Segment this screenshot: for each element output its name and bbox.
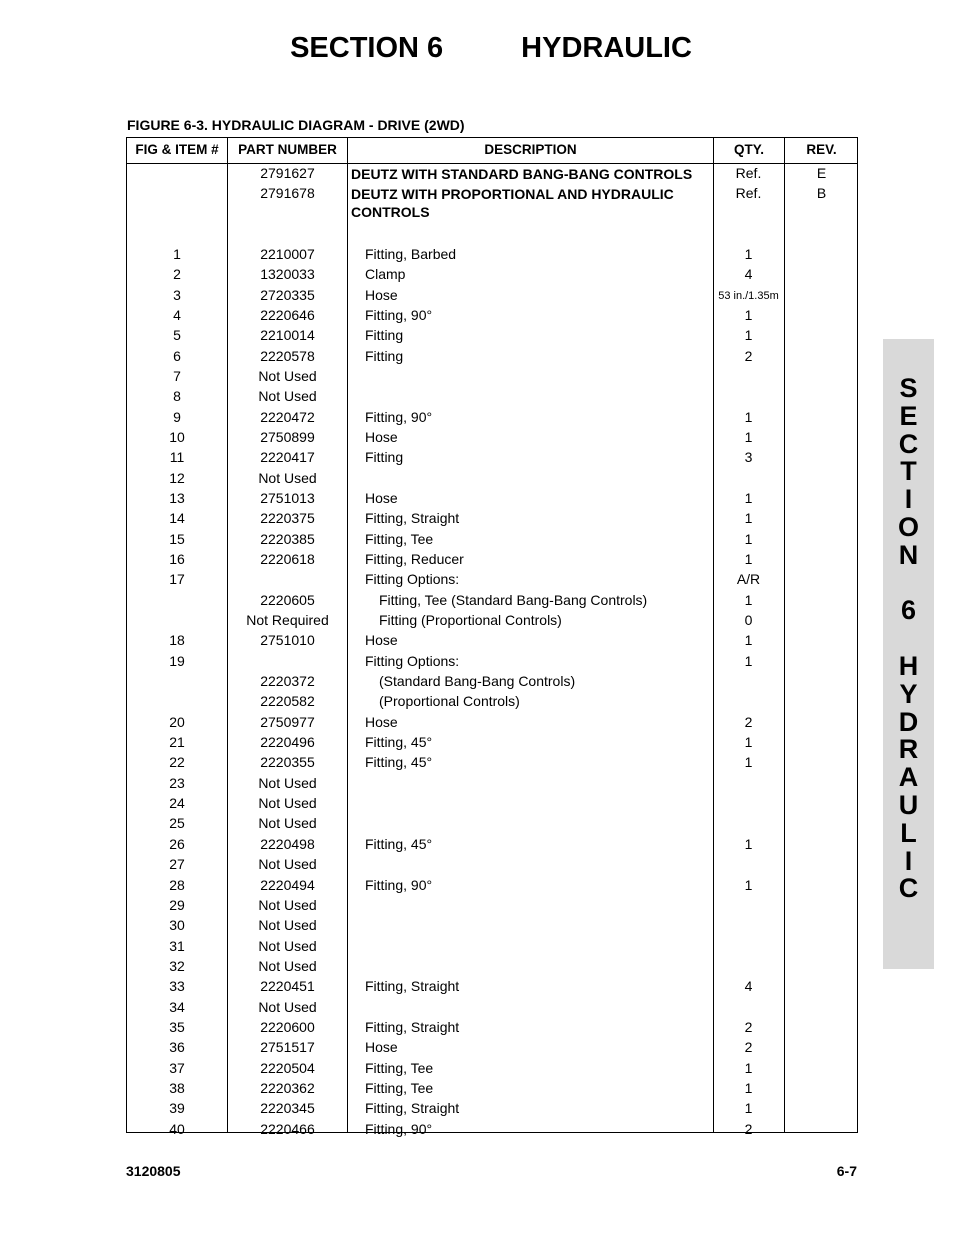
cell-description: Hose <box>365 428 398 445</box>
cell-fig-item: 30 <box>169 917 185 934</box>
cell-qty: A/R <box>736 571 761 588</box>
cell-fig-item: 7 <box>173 367 181 384</box>
cell-fig-item: 2 <box>173 266 181 283</box>
cell-part-number: 2220504 <box>260 1059 315 1076</box>
cell-description: Fitting (Proportional Controls) <box>379 612 562 629</box>
cell-part-number: 2220498 <box>260 835 315 852</box>
cell-description: Fitting <box>365 347 404 364</box>
cell-description: (Proportional Controls) <box>379 693 520 710</box>
cell-qty: 2 <box>744 713 753 730</box>
cell-part-number: 2220646 <box>260 306 315 323</box>
header-description: DESCRIPTION <box>484 142 577 157</box>
cell-description: DEUTZ WITH PROPORTIONAL AND HYDRAULIC CONTROLS <box>351 186 674 221</box>
cell-part-number: 2220472 <box>260 408 315 425</box>
cell-fig-item: 36 <box>169 1039 185 1056</box>
table-row <box>127 408 857 428</box>
cell-fig-item: 10 <box>169 428 185 445</box>
table-row <box>127 835 857 855</box>
cell-fig-item: 8 <box>173 388 181 405</box>
table-row <box>127 509 857 529</box>
side-tab-letter: N <box>898 539 919 570</box>
cell-fig-item: 14 <box>169 510 185 527</box>
side-tab-letter: S <box>899 373 918 403</box>
side-tab-letter: O <box>897 511 919 542</box>
cell-description: Fitting, Straight <box>365 510 460 527</box>
cell-part-number: 2750977 <box>260 713 315 730</box>
header-qty: QTY. <box>733 142 764 157</box>
table-row <box>127 794 857 814</box>
cell-part-number: 2220345 <box>260 1100 315 1117</box>
cell-part-number: Not Used <box>258 998 317 1015</box>
cell-description: Fitting, 90° <box>365 306 433 323</box>
page-number: 6-7 <box>836 1163 857 1179</box>
table-row <box>127 469 857 489</box>
cell-qty: 1 <box>744 876 753 893</box>
cell-part-number: Not Required <box>246 612 329 629</box>
side-tab-letters <box>883 375 934 903</box>
cell-fig-item: 13 <box>169 489 185 506</box>
cell-qty: Ref. <box>735 165 762 181</box>
cell-part-number: 2220600 <box>260 1018 315 1035</box>
cell-part-number: 2751517 <box>260 1039 315 1056</box>
cell-description: Hose <box>365 286 398 303</box>
cell-part-number: 1320033 <box>260 266 315 283</box>
cell-part-number: 2751013 <box>260 489 315 506</box>
table-row <box>127 184 857 225</box>
table-row <box>127 1018 857 1038</box>
table-row <box>127 591 857 611</box>
cell-qty: 1 <box>744 754 753 771</box>
table-row <box>127 814 857 834</box>
cell-description: Fitting, 45° <box>365 754 433 771</box>
cell-qty: 1 <box>744 1100 753 1117</box>
cell-fig-item: 17 <box>169 571 185 588</box>
table-row <box>127 570 857 590</box>
table-row <box>127 611 857 631</box>
cell-description: Hose <box>365 1039 398 1056</box>
cell-qty: 1 <box>744 306 753 323</box>
table-body <box>127 164 857 1140</box>
cell-description: Hose <box>365 489 398 506</box>
cell-description: Fitting <box>365 449 404 466</box>
cell-description: Fitting, 90° <box>365 1120 433 1137</box>
cell-qty: 1 <box>744 835 753 852</box>
side-tab-letter: 6 <box>900 595 917 626</box>
table-row <box>127 1059 857 1079</box>
side-tab-letter: C <box>898 428 919 459</box>
cell-fig-item: 24 <box>169 795 185 812</box>
cell-qty: 1 <box>744 591 753 608</box>
cell-description: (Standard Bang-Bang Controls) <box>379 673 576 690</box>
table-row <box>127 672 857 692</box>
table-row <box>127 876 857 896</box>
side-tab-letter: R <box>898 734 919 765</box>
cell-description: Fitting, Tee <box>365 1059 434 1076</box>
cell-qty: 2 <box>744 1120 753 1137</box>
cell-part-number: 2220355 <box>260 754 315 771</box>
cell-description: Fitting, Straight <box>365 978 460 995</box>
table-row <box>127 896 857 916</box>
cell-fig-item: 11 <box>169 449 185 466</box>
table-row <box>127 713 857 733</box>
cell-fig-item: 37 <box>169 1059 185 1076</box>
cell-part-number: 2220417 <box>260 449 315 466</box>
cell-description: Fitting, Straight <box>365 1018 460 1035</box>
cell-description: Fitting <box>365 327 404 344</box>
cell-description: Fitting, Barbed <box>365 245 457 262</box>
cell-description: Fitting, Straight <box>365 1100 460 1117</box>
table-row <box>127 245 857 265</box>
table-row <box>127 448 857 468</box>
cell-part-number: 2220362 <box>260 1079 315 1096</box>
side-tab-letter: H <box>898 650 919 681</box>
side-tab-letter: I <box>904 845 913 876</box>
cell-fig-item: 4 <box>173 306 181 323</box>
cell-fig-item: 25 <box>169 815 185 832</box>
cell-fig-item: 12 <box>169 469 185 486</box>
cell-fig-item: 21 <box>169 734 185 751</box>
cell-description: Fitting, 45° <box>365 835 433 852</box>
table-row <box>127 286 857 306</box>
cell-description: Fitting, 90° <box>365 876 433 893</box>
cell-fig-item: 31 <box>169 937 185 954</box>
cell-part-number: Not Used <box>258 774 317 791</box>
cell-fig-item: 20 <box>169 713 185 730</box>
cell-part-number: Not Used <box>258 367 317 384</box>
cell-qty: 2 <box>744 1039 753 1056</box>
cell-fig-item: 26 <box>169 835 185 852</box>
cell-description: Fitting, 45° <box>365 734 433 751</box>
cell-part-number: 2220385 <box>260 530 315 547</box>
table-row <box>127 998 857 1018</box>
cell-qty: 1 <box>744 510 753 527</box>
cell-description: Fitting, 90° <box>365 408 433 425</box>
cell-description: Fitting, Tee <box>365 1079 434 1096</box>
cell-qty: 1 <box>744 408 753 425</box>
cell-description: Hose <box>365 713 398 730</box>
cell-part-number: 2220582 <box>260 693 315 710</box>
table-row <box>127 306 857 326</box>
table-row <box>127 774 857 794</box>
cell-description: Fitting, Tee (Standard Bang-Bang Controls) <box>379 591 648 608</box>
side-tab-letter: A <box>898 762 919 793</box>
cell-fig-item: 33 <box>169 978 185 995</box>
side-tab-letter: I <box>904 484 913 515</box>
cell-fig-item: 18 <box>169 632 185 649</box>
cell-part-number: 2210014 <box>260 327 315 344</box>
cell-qty: 53 in./1.35m <box>718 289 779 302</box>
cell-qty: 1 <box>744 489 753 506</box>
parts-table <box>126 137 858 1137</box>
table-row <box>127 631 857 651</box>
cell-fig-item: 35 <box>169 1018 185 1035</box>
cell-qty: 1 <box>744 530 753 547</box>
section-title <box>0 32 954 65</box>
table-row <box>127 977 857 997</box>
cell-part-number: 2791678 <box>260 185 315 202</box>
side-tab-letter: C <box>898 873 919 904</box>
side-tab-letter <box>883 625 934 653</box>
cell-part-number: 2720335 <box>260 286 315 303</box>
cell-qty: 0 <box>744 612 753 629</box>
cell-part-number: 2750899 <box>260 428 315 445</box>
cell-part-number: 2220578 <box>260 347 315 364</box>
table-row <box>127 1079 857 1099</box>
header-part: PART NUMBER <box>238 142 337 157</box>
cell-part-number: 2220494 <box>260 876 315 893</box>
cell-fig-item: 32 <box>169 957 185 974</box>
cell-description: Fitting Options: <box>365 652 460 669</box>
table-row <box>127 1120 857 1140</box>
table-row <box>127 1099 857 1119</box>
cell-part-number: Not Used <box>258 896 317 913</box>
cell-fig-item: 6 <box>173 347 181 364</box>
table-row <box>127 1038 857 1058</box>
table-row <box>127 326 857 346</box>
cell-part-number: 2220375 <box>260 510 315 527</box>
cell-qty: 4 <box>744 266 753 283</box>
cell-qty: 4 <box>744 978 753 995</box>
cell-fig-item: 9 <box>173 408 181 425</box>
cell-qty: 1 <box>744 652 753 669</box>
cell-fig-item: 19 <box>169 652 185 669</box>
side-tab-letter: L <box>900 817 917 848</box>
cell-qty: 3 <box>744 449 753 466</box>
cell-part-number: Not Used <box>258 957 317 974</box>
table-row <box>127 916 857 936</box>
table-row <box>127 428 857 448</box>
cell-part-number: 2220618 <box>260 551 315 567</box>
table-row <box>127 489 857 509</box>
cell-fig-item: 15 <box>169 530 185 547</box>
table-row <box>127 265 857 285</box>
cell-fig-item: 40 <box>169 1120 185 1137</box>
cell-part-number: 2751010 <box>260 632 315 649</box>
cell-part-number: Not Used <box>258 815 317 832</box>
cell-fig-item: 3 <box>173 286 181 303</box>
table-row <box>127 652 857 672</box>
cell-fig-item: 28 <box>169 876 185 893</box>
section-side-tab <box>883 339 934 969</box>
cell-rev: E <box>816 165 827 181</box>
table-row <box>127 692 857 712</box>
cell-qty: 2 <box>744 1018 753 1035</box>
cell-part-number: 2210007 <box>260 245 315 262</box>
cell-qty: 2 <box>744 347 753 364</box>
table-row <box>127 957 857 977</box>
cell-part-number: 2220466 <box>260 1120 315 1137</box>
cell-part-number: 2220605 <box>260 591 315 608</box>
table-row <box>127 937 857 957</box>
cell-qty: 1 <box>744 632 753 649</box>
cell-part-number: 2220372 <box>260 673 315 690</box>
cell-qty: 1 <box>744 327 753 344</box>
cell-qty: 1 <box>744 1059 753 1076</box>
table-row <box>127 164 857 184</box>
cell-fig-item: 39 <box>169 1100 185 1117</box>
cell-part-number: Not Used <box>258 388 317 405</box>
cell-qty: 1 <box>744 551 753 567</box>
cell-fig-item: 29 <box>169 896 185 913</box>
cell-part-number: 2220451 <box>260 978 315 995</box>
cell-qty: 1 <box>744 245 753 262</box>
cell-fig-item: 5 <box>173 327 181 344</box>
cell-description: Hose <box>365 632 398 649</box>
side-tab-letter <box>883 570 934 598</box>
cell-fig-item: 1 <box>173 245 181 262</box>
cell-fig-item: 34 <box>169 998 185 1015</box>
cell-fig-item: 22 <box>169 754 185 771</box>
cell-fig-item: 23 <box>169 774 185 791</box>
cell-description: Fitting, Reducer <box>365 551 464 567</box>
cell-rev: B <box>816 185 827 202</box>
cell-part-number: Not Used <box>258 937 317 954</box>
table-row <box>127 530 857 550</box>
cell-qty: 1 <box>744 734 753 751</box>
cell-fig-item: 38 <box>169 1079 185 1096</box>
table-row <box>127 733 857 753</box>
side-tab-letter: T <box>900 456 917 487</box>
cell-part-number: Not Used <box>258 795 317 812</box>
header-rev: REV. <box>806 142 837 157</box>
cell-part-number: 2791627 <box>260 165 315 181</box>
cell-fig-item: 16 <box>169 551 185 567</box>
side-tab-letter: Y <box>899 678 918 709</box>
cell-part-number: 2220496 <box>260 734 315 751</box>
table-row <box>127 367 857 387</box>
cell-part-number: Not Used <box>258 856 317 873</box>
section-name: HYDRAULIC <box>521 32 692 64</box>
cell-description: Clamp <box>365 266 406 283</box>
section-number: SECTION 6 <box>290 32 444 64</box>
side-tab-letter: D <box>898 706 919 737</box>
table-row <box>127 855 857 875</box>
cell-qty: Ref. <box>735 185 762 202</box>
table-row <box>127 347 857 367</box>
cell-description: Fitting, Tee <box>365 530 434 547</box>
header-fig: FIG & ITEM # <box>135 142 219 157</box>
side-tab-letter: E <box>899 400 918 431</box>
cell-description: Fitting Options: <box>365 571 460 588</box>
side-tab-letter: U <box>898 789 919 820</box>
cell-part-number: Not Used <box>258 917 317 934</box>
cell-description: DEUTZ WITH STANDARD BANG-BANG CONTROLS <box>351 166 693 182</box>
cell-part-number: Not Used <box>258 469 317 486</box>
table-row <box>127 550 857 570</box>
table-row <box>127 753 857 773</box>
figure-title: FIGURE 6-3. HYDRAULIC DIAGRAM - DRIVE (2WD) <box>127 117 465 133</box>
cell-qty: 1 <box>744 428 753 445</box>
table-row <box>127 225 857 245</box>
cell-fig-item: 27 <box>169 856 185 873</box>
table-row <box>127 387 857 407</box>
document-number: 3120805 <box>126 1163 181 1179</box>
cell-qty: 1 <box>744 1079 753 1096</box>
